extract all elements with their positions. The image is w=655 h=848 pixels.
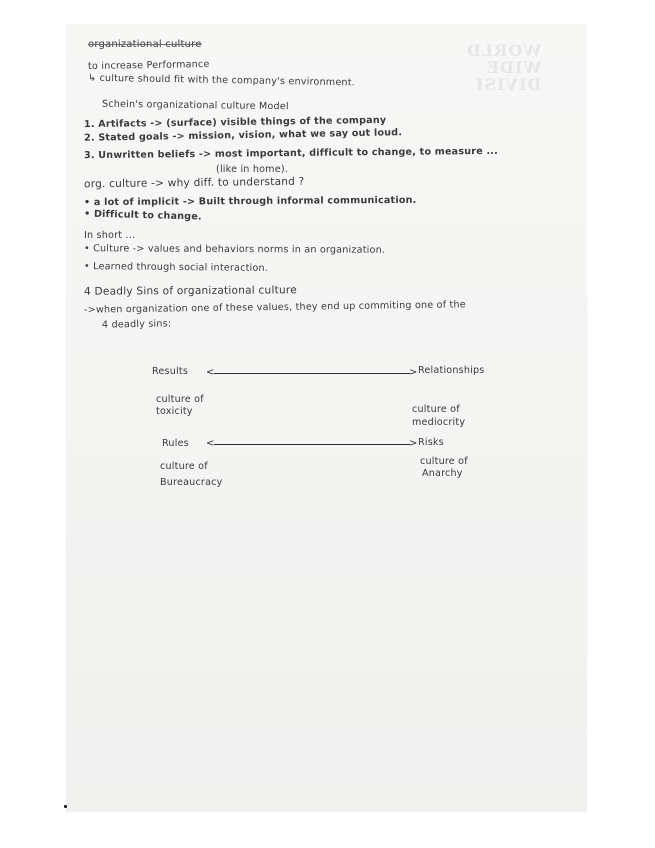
notebook-paper (66, 24, 587, 812)
label-anarchy: Anarchy (422, 468, 463, 479)
label-relationships: Relationships (418, 365, 485, 376)
arrow-right-head: > (409, 367, 418, 378)
arrow-right-head: > (409, 438, 418, 449)
label-results: Results (152, 366, 189, 377)
label-culture-of: culture of (156, 394, 204, 405)
label-culture-of: culture of (420, 456, 468, 467)
note-line: • Difficult to change. (83, 208, 202, 223)
note-line: • a lot of implicit -> Built through informal communication. (83, 194, 417, 209)
note-line: • Culture -> values and behaviors norms in an organization. (83, 243, 386, 256)
note-line: ->when organization one of these values, they end up commiting one of the (83, 299, 466, 316)
note-line: 3. Unwritten beliefs -> most important, difficult to change, to measure ... (83, 145, 499, 162)
note-line: 4 Deadly Sins of organizational culture (83, 284, 297, 298)
arrow-line (214, 373, 410, 374)
note-line: (like in home). (216, 164, 289, 175)
label-rules: Rules (162, 438, 189, 449)
label-culture-of: culture of (412, 404, 460, 415)
label-bureaucracy: Bureaucracy (160, 477, 223, 488)
label-risks: Risks (418, 437, 444, 448)
arrow-left-head: < (206, 438, 215, 449)
label-mediocrity: mediocrity (412, 417, 466, 428)
arrow-line (214, 444, 410, 445)
label-culture-of: culture of (160, 461, 208, 472)
label-toxicity: toxicity (156, 406, 193, 417)
note-line: In short ... (84, 230, 136, 241)
note-line: Schein's organizational culture Model (101, 98, 289, 113)
dust-speck (64, 805, 67, 808)
note-line: 2. Stated goals -> mission, vision, what we say out loud. (83, 127, 403, 144)
note-line: 1. Artifacts -> (surface) visible things of the company (83, 114, 387, 131)
note-line: org. culture -> why diff. to understand ? (83, 175, 305, 191)
notes-title: organizational culture (88, 39, 202, 50)
note-line: 4 deadly sins: (101, 318, 172, 331)
note-line: to increase Performance (87, 58, 210, 73)
bleed-through-text: WORLD WIDE DIVISI (466, 41, 542, 94)
note-line: • Learned through social interaction. (83, 261, 269, 274)
note-line: ↳ culture should fit with the company's environment. (87, 72, 356, 89)
arrow-left-head: < (206, 367, 215, 378)
